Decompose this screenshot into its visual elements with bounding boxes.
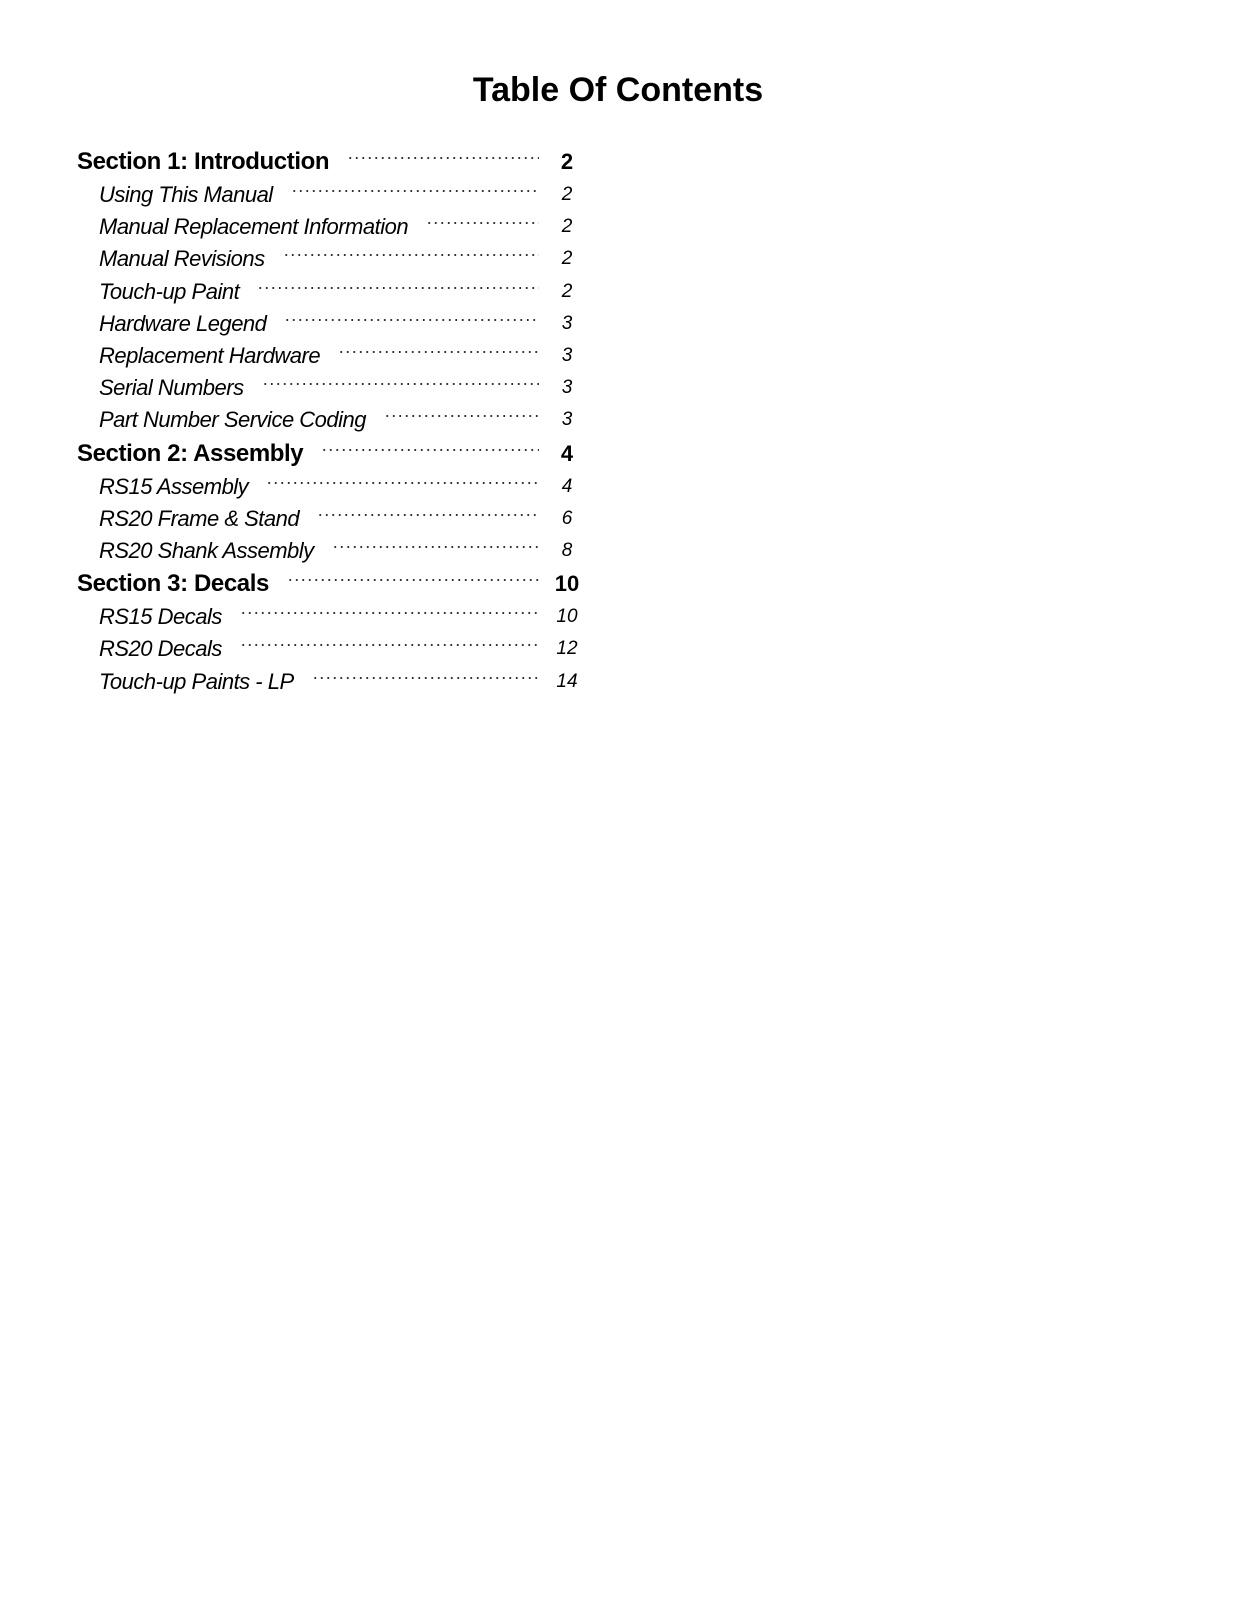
toc-item-label: RS20 Shank Assembly bbox=[99, 537, 314, 563]
toc-page-number: 3 bbox=[561, 377, 573, 399]
toc-page-number: 3 bbox=[561, 312, 573, 334]
dot-leader bbox=[240, 639, 539, 659]
toc-item-label: Manual Revisions bbox=[99, 246, 265, 272]
toc-page-number: 10 bbox=[554, 571, 580, 597]
dot-leader bbox=[240, 607, 539, 627]
toc-item-label: RS15 Decals bbox=[99, 604, 222, 630]
toc-item-label: Using This Manual bbox=[99, 182, 273, 208]
toc-item-manual-replacement-information[interactable] bbox=[77, 211, 587, 243]
dot-leader bbox=[317, 509, 539, 529]
toc-page-number: 6 bbox=[561, 507, 573, 529]
dot-leader bbox=[312, 672, 539, 692]
dot-leader bbox=[262, 378, 539, 398]
toc-item-rs20-shank-assembly[interactable] bbox=[77, 535, 587, 567]
toc-item-label: RS20 Decals bbox=[99, 636, 222, 662]
dot-leader bbox=[284, 314, 539, 334]
toc-page-number: 2 bbox=[561, 280, 573, 302]
toc-item-rs15-decals[interactable] bbox=[77, 601, 587, 633]
toc-section-label: Section 3: Decals bbox=[77, 570, 269, 598]
toc-item-rs20-frame-stand[interactable] bbox=[77, 503, 587, 535]
toc-item-part-number-service-coding[interactable] bbox=[77, 404, 587, 436]
toc-item-touch-up-paint[interactable] bbox=[77, 276, 587, 308]
toc-page-number: 14 bbox=[556, 670, 578, 692]
toc-page-number: 4 bbox=[561, 475, 573, 497]
toc-section-label: Section 2: Assembly bbox=[77, 439, 304, 467]
toc-page-number: 8 bbox=[561, 539, 573, 561]
table-of-contents bbox=[77, 145, 587, 698]
toc-item-label: Touch-up Paints - LP bbox=[99, 668, 294, 694]
toc-page-number: 2 bbox=[560, 149, 574, 174]
dot-leader bbox=[338, 346, 539, 366]
toc-page-number: 2 bbox=[561, 248, 573, 270]
toc-section-assembly[interactable] bbox=[77, 437, 587, 471]
toc-section-introduction[interactable] bbox=[77, 145, 587, 179]
toc-item-touch-up-paints-lp[interactable] bbox=[77, 665, 587, 697]
dot-leader bbox=[321, 444, 539, 464]
toc-item-rs15-assembly[interactable] bbox=[77, 471, 587, 503]
dot-leader bbox=[257, 282, 539, 302]
toc-item-manual-revisions[interactable] bbox=[77, 243, 587, 275]
toc-section-decals[interactable] bbox=[77, 567, 587, 601]
toc-item-label: Serial Numbers bbox=[99, 375, 244, 401]
dot-leader bbox=[384, 410, 539, 430]
page-title: Table Of Contents bbox=[472, 71, 764, 109]
toc-page-number: 12 bbox=[556, 638, 578, 660]
toc-page-number: 3 bbox=[561, 345, 573, 367]
dot-leader bbox=[291, 185, 539, 205]
toc-item-rs20-decals[interactable] bbox=[77, 633, 587, 665]
toc-item-label: Replacement Hardware bbox=[99, 343, 321, 369]
toc-item-label: RS20 Frame & Stand bbox=[99, 505, 300, 531]
dot-leader bbox=[283, 249, 539, 269]
toc-page-number: 2 bbox=[561, 184, 573, 206]
toc-item-label: Part Number Service Coding bbox=[99, 407, 367, 433]
toc-item-replacement-hardware[interactable] bbox=[77, 340, 587, 372]
toc-item-using-this-manual[interactable] bbox=[77, 179, 587, 211]
toc-item-label: Touch-up Paint bbox=[99, 278, 240, 304]
toc-item-label: RS15 Assembly bbox=[99, 473, 249, 499]
toc-page-number: 2 bbox=[561, 216, 573, 238]
dot-leader bbox=[426, 217, 539, 237]
toc-item-label: Hardware Legend bbox=[99, 310, 267, 336]
toc-item-hardware-legend[interactable] bbox=[77, 308, 587, 340]
dot-leader bbox=[266, 477, 539, 497]
toc-item-serial-numbers[interactable] bbox=[77, 372, 587, 404]
dot-leader bbox=[332, 541, 539, 561]
toc-item-label: Manual Replacement Information bbox=[99, 214, 409, 240]
toc-page-number: 10 bbox=[556, 606, 578, 628]
toc-page-number: 3 bbox=[561, 409, 573, 431]
toc-page-number: 4 bbox=[560, 440, 574, 466]
dot-leader bbox=[287, 574, 539, 594]
toc-section-label: Section 1: Introduction bbox=[77, 148, 330, 175]
dot-leader bbox=[347, 152, 539, 172]
